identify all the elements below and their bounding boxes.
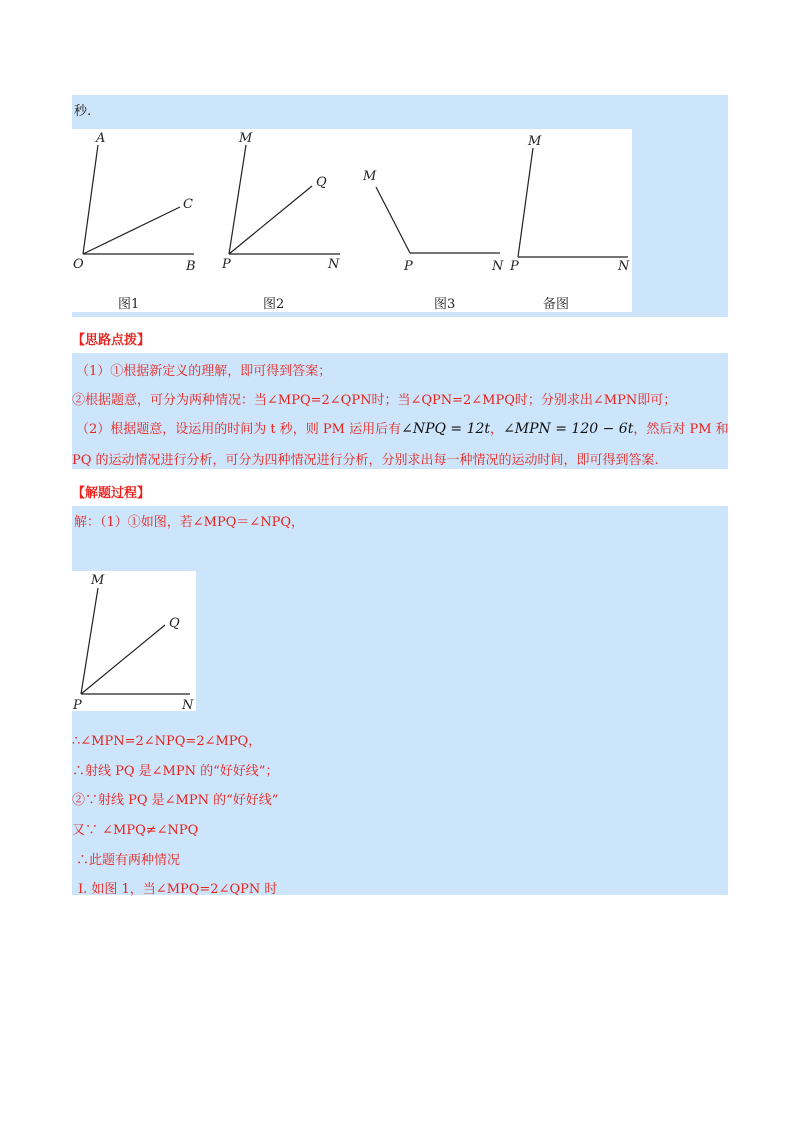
fig2-label-m: M xyxy=(239,131,253,146)
fig3-label-m: M xyxy=(363,169,377,184)
hint-line-4: PQ 的运动情况进行分析，可分为四种情况进行分析，分别求出每一种情况的运动时间，即可得到答案. xyxy=(72,453,659,468)
sol-label-m: M xyxy=(91,573,105,588)
solution-heading: 【解题过程】 xyxy=(72,486,151,501)
fig1-label-o: O xyxy=(73,257,84,272)
hint-line-3-suffix: ，然后对 PM 和 xyxy=(633,422,729,437)
solution-line-3: ∴射线 PQ 是∠MPN 的“好好线”； xyxy=(72,764,279,779)
sol-ray-pm xyxy=(81,588,98,694)
fig2-label-p: P xyxy=(222,257,231,272)
fig3-label-n: N xyxy=(492,259,504,274)
hint-line-3-prefix: （2）根据题意，设运用的时间为 t 秒，则 PM 运用后有 xyxy=(76,422,402,437)
solution-line-4: ②∵射线 PQ 是∠MPN 的“好好线” xyxy=(72,793,279,808)
fig4-label-p: P xyxy=(510,259,519,274)
solution-line-7: Ⅰ. 如图 1，当∠MPQ=2∠QPN 时 xyxy=(78,882,278,897)
fig1-label-a: A xyxy=(96,131,106,146)
hint-line-3: （2）根据题意，设运用的时间为 t 秒，则 PM 运用后有∠NPQ = 12t，∠MPN = 120 − 6t，然后对 PM 和 xyxy=(76,421,729,437)
fig1-caption: 图1 xyxy=(118,297,140,312)
fig4-caption: 备图 xyxy=(543,297,570,312)
fig2-label-n: N xyxy=(328,257,340,272)
sol-ray-pq xyxy=(81,625,165,694)
hint-heading: 【思路点拨】 xyxy=(72,333,151,348)
fig2-ray-pq xyxy=(229,186,312,254)
hint-formula-npq: ∠NPQ = 12t xyxy=(401,421,491,437)
fig3-label-p: P xyxy=(404,259,413,274)
fig1-ray-oc xyxy=(83,207,180,254)
fig4-ray-pm xyxy=(518,148,533,257)
fig4-label-m: M xyxy=(528,134,542,149)
solution-line-1: 解：（1）①如图，若∠MPQ＝∠NPQ， xyxy=(74,515,305,530)
hint-line-1: （1）①根据新定义的理解，即可得到答案； xyxy=(76,364,332,379)
solution-line-2: ∴∠MPN=2∠NPQ=2∠MPQ， xyxy=(72,734,262,749)
fig2-label-q: Q xyxy=(316,175,327,190)
hint-formula-mpn: ∠MPN = 120 − 6t xyxy=(503,421,634,437)
sol-label-q: Q xyxy=(169,616,180,631)
solution-figure-panel xyxy=(72,571,196,711)
figures-panel xyxy=(72,129,632,312)
fig2-ray-pm xyxy=(229,145,246,254)
fig1-ray-oa xyxy=(83,145,98,254)
question-tail-text: 秒. xyxy=(74,104,92,119)
solution-line-5: 又∵ ∠MPQ≠∠NPQ xyxy=(72,823,199,838)
fig1-label-b: B xyxy=(186,259,196,274)
solution-line-6: ∴此题有两种情况 xyxy=(76,853,181,868)
fig4-label-n: N xyxy=(618,259,630,274)
sol-label-n: N xyxy=(182,698,194,711)
fig3-caption: 图3 xyxy=(434,297,456,312)
sol-label-p: P xyxy=(73,698,82,711)
fig3-ray-pm xyxy=(376,187,410,253)
figures-svg xyxy=(72,129,632,312)
hint-line-2: ②根据题意，可分为两种情况：当∠MPQ=2∠QPN时；当∠QPN=2∠MPQ时；分别求出∠MPN即可； xyxy=(72,393,677,408)
fig1-label-c: C xyxy=(183,197,193,212)
solution-figure-svg xyxy=(72,571,196,711)
fig2-caption: 图2 xyxy=(263,297,285,312)
